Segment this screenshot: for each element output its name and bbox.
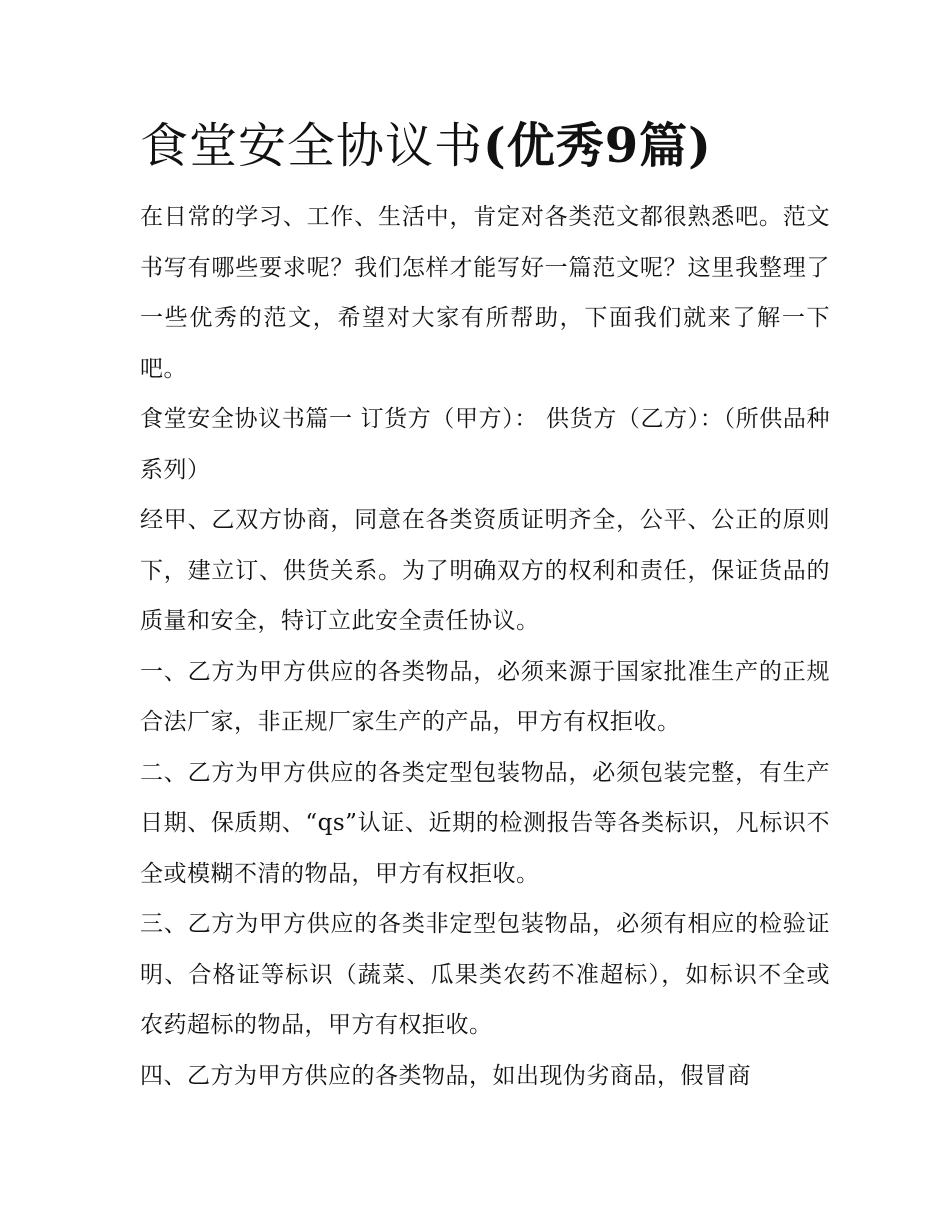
clause-1-paragraph: 一、乙方为甲方供应的各类物品，必须来源于国家批准生产的正规合法厂家，非正规厂家生产的产品，甲方有权拒收。	[140, 658, 830, 735]
clause-3-paragraph: 三、乙方为甲方供应的各类非定型包装物品，必须有相应的检验证明、合格证等标识（蔬菜、瓜果类农药不准超标），如标识不全或农药超标的物品，甲方有权拒收。	[140, 911, 830, 1038]
document-title	[140, 110, 830, 182]
title-main: 食堂安全协议书	[140, 118, 484, 174]
clause-4-paragraph: 四、乙方为甲方供应的各类物品，如出现伪劣商品，假冒商	[140, 1062, 751, 1089]
document-page	[140, 110, 830, 1101]
intro-paragraph: 在日常的学习、工作、生活中，肯定对各类范文都很熟悉吧。范文书写有哪些要求呢？我们怎样才能写好一篇范文呢？这里我整理了一些优秀的范文，希望对大家有所帮助，下面我们就来了解一下吧。	[140, 204, 830, 382]
title-suffix: (优秀9篇)	[483, 118, 712, 174]
section-heading-paragraph: 食堂安全协议书篇一 订货方（甲方）： 供货方（乙方）：（所供品种系列）	[140, 406, 830, 483]
clause-2-paragraph: 二、乙方为甲方供应的各类定型包装物品，必须包装完整，有生产日期、保质期、“qs”认证、近期的检测报告等各类标识，凡标识不全或模糊不清的物品，甲方有权拒收。	[140, 759, 830, 887]
agreement-preamble-paragraph: 经甲、乙双方协商，同意在各类资质证明齐全，公平、公正的原则下，建立订、供货关系。为了明确双方的权利和责任，保证货品的质量和安全，特订立此安全责任协议。	[140, 507, 830, 634]
